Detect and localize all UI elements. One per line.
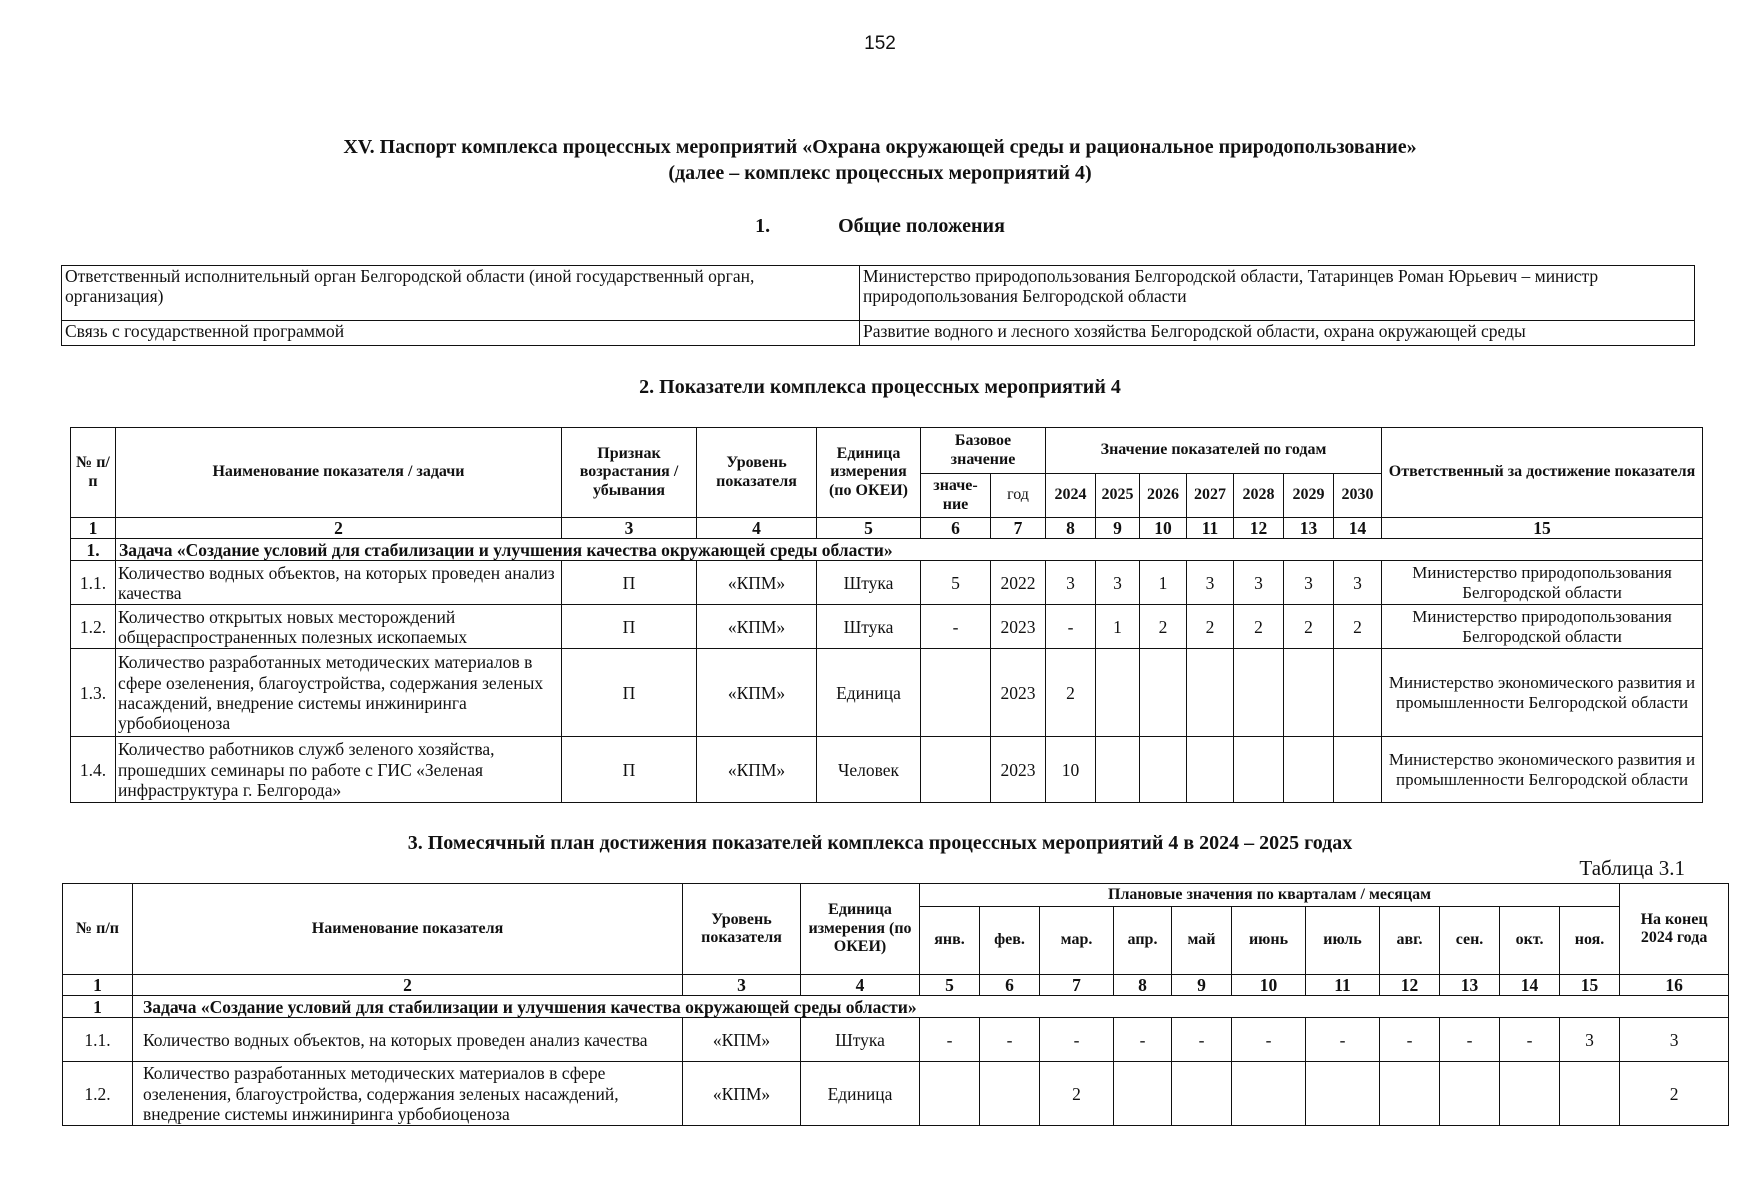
row-value: 2 bbox=[1284, 605, 1334, 649]
row-name: Количество водных объектов, на которых проведен анализ качества bbox=[116, 561, 562, 605]
row-unit: Единица bbox=[817, 649, 921, 737]
document-title: XV. Паспорт комплекса процессных мероприятий «Охрана окружающей среды и рациональное природопользование» bbox=[343, 136, 1417, 158]
col-number: 15 bbox=[1382, 518, 1703, 539]
section1-number: 1. bbox=[755, 215, 771, 237]
row-num: 1.4. bbox=[71, 737, 116, 803]
row-base-year: 2023 bbox=[991, 737, 1046, 803]
section1-heading bbox=[0, 215, 1760, 238]
row-month-value bbox=[1560, 1062, 1620, 1126]
row-name: Количество разработанных методических материалов в сфере озеленения, благоустройства, содержания зеленых насаждений, внедрение системы инжиниринга урбобиоценоза bbox=[133, 1062, 683, 1126]
table-row bbox=[62, 266, 1695, 321]
row-num: 1.1. bbox=[63, 1018, 133, 1062]
col-number: 1 bbox=[71, 518, 116, 539]
general-provisions-table bbox=[61, 265, 1695, 346]
column-number-row bbox=[71, 518, 1703, 539]
col-number: 12 bbox=[1380, 975, 1440, 996]
header-year: 2024 bbox=[1046, 474, 1096, 518]
header-month: сен. bbox=[1440, 907, 1500, 975]
page-number: 152 bbox=[864, 33, 896, 54]
row-month-value: - bbox=[920, 1018, 980, 1062]
col-number: 6 bbox=[921, 518, 991, 539]
row-base-value bbox=[921, 649, 991, 737]
table-row bbox=[62, 321, 1695, 346]
header-level: Уровень показателя bbox=[697, 428, 817, 518]
row-value: - bbox=[1046, 605, 1096, 649]
section2-title: 2. Показатели комплекса процессных мероприятий 4 bbox=[639, 376, 1121, 398]
col-number: 5 bbox=[920, 975, 980, 996]
header-month: окт. bbox=[1500, 907, 1560, 975]
row-month-value bbox=[1172, 1062, 1232, 1126]
task-row bbox=[71, 539, 1703, 561]
row-sign: П bbox=[562, 649, 697, 737]
col-number: 8 bbox=[1046, 518, 1096, 539]
col-number: 3 bbox=[562, 518, 697, 539]
row-value bbox=[1284, 737, 1334, 803]
col-number: 3 bbox=[683, 975, 801, 996]
indicators-table bbox=[70, 427, 1703, 803]
table-row bbox=[71, 737, 1703, 803]
row-value bbox=[1187, 649, 1234, 737]
row-value bbox=[1284, 649, 1334, 737]
row-level: «КПМ» bbox=[683, 1018, 801, 1062]
row-month-value: - bbox=[1306, 1018, 1380, 1062]
col-number: 2 bbox=[116, 518, 562, 539]
col-number: 11 bbox=[1306, 975, 1380, 996]
document-subtitle: (далее – комплекс процессных мероприятий 4) bbox=[668, 162, 1092, 184]
row-month-value bbox=[1232, 1062, 1306, 1126]
col-number: 14 bbox=[1500, 975, 1560, 996]
row-level: «КПМ» bbox=[697, 649, 817, 737]
row-base-value bbox=[921, 737, 991, 803]
row-value bbox=[1187, 737, 1234, 803]
row-sign: П bbox=[562, 561, 697, 605]
task-text: Задача «Создание условий для стабилизации и улучшения качества окружающей среды области» bbox=[133, 996, 1729, 1018]
header-num: № п/п bbox=[63, 884, 133, 975]
col-number: 1 bbox=[63, 975, 133, 996]
row-base-year: 2023 bbox=[991, 649, 1046, 737]
section3-title: 3. Помесячный план достижения показателей комплекса процессных мероприятий 4 в 2024 – 2025 годах bbox=[407, 832, 1353, 854]
table-caption: Таблица 3.1 bbox=[1579, 856, 1685, 880]
table-row bbox=[71, 605, 1703, 649]
row-responsible: Министерство экономического развития и промышленности Белгородской области bbox=[1382, 737, 1703, 803]
col-number: 7 bbox=[991, 518, 1046, 539]
header-month: авг. bbox=[1380, 907, 1440, 975]
col-number: 4 bbox=[801, 975, 920, 996]
row-value bbox=[1334, 737, 1382, 803]
row-label: Связь с государственной программой bbox=[62, 321, 860, 346]
header-plan-group: Плановые значения по кварталам / месяцам bbox=[920, 884, 1620, 907]
header-base-year: год bbox=[991, 474, 1046, 518]
col-number: 2 bbox=[133, 975, 683, 996]
row-end-value: 2 bbox=[1620, 1062, 1729, 1126]
row-value: 2 bbox=[1140, 605, 1187, 649]
table-row bbox=[71, 561, 1703, 605]
col-number: 9 bbox=[1172, 975, 1232, 996]
header-month: фев. bbox=[980, 907, 1040, 975]
row-responsible: Министерство экономического развития и промышленности Белгородской области bbox=[1382, 649, 1703, 737]
row-value bbox=[1096, 737, 1140, 803]
header-name: Наименование показателя bbox=[133, 884, 683, 975]
row-unit: Единица bbox=[801, 1062, 920, 1126]
row-level: «КПМ» bbox=[697, 737, 817, 803]
header-month: май bbox=[1172, 907, 1232, 975]
row-sign: П bbox=[562, 605, 697, 649]
column-number-row bbox=[63, 975, 1729, 996]
header-row bbox=[63, 884, 1729, 907]
row-value: Развитие водного и лесного хозяйства Белгородской области, охрана окружающей среды bbox=[860, 321, 1695, 346]
row-base-year: 2022 bbox=[991, 561, 1046, 605]
task-text: Задача «Создание условий для стабилизации и улучшения качества окружающей среды области» bbox=[116, 539, 1703, 561]
header-year: 2028 bbox=[1234, 474, 1284, 518]
row-unit: Штука bbox=[817, 605, 921, 649]
row-value: 3 bbox=[1284, 561, 1334, 605]
row-month-value bbox=[1114, 1062, 1172, 1126]
row-month-value: - bbox=[1232, 1018, 1306, 1062]
row-month-value bbox=[920, 1062, 980, 1126]
header-years-group: Значение показателей по годам bbox=[1046, 428, 1382, 474]
header-responsible: Ответственный за достижение показателя bbox=[1382, 428, 1703, 518]
table-row bbox=[63, 1062, 1729, 1126]
header-end: На конец 2024 года bbox=[1620, 884, 1729, 975]
row-month-value: - bbox=[1114, 1018, 1172, 1062]
col-number: 10 bbox=[1232, 975, 1306, 996]
row-value: 10 bbox=[1046, 737, 1096, 803]
row-value: 1 bbox=[1096, 605, 1140, 649]
col-number: 6 bbox=[980, 975, 1040, 996]
row-level: «КПМ» bbox=[697, 605, 817, 649]
header-base: Базовое значение bbox=[921, 428, 1046, 474]
row-name: Количество водных объектов, на которых проведен анализ качества bbox=[133, 1018, 683, 1062]
row-responsible: Министерство природопользования Белгородской области bbox=[1382, 561, 1703, 605]
header-year: 2029 bbox=[1284, 474, 1334, 518]
row-month-value bbox=[980, 1062, 1040, 1126]
col-number: 9 bbox=[1096, 518, 1140, 539]
row-month-value: - bbox=[1040, 1018, 1114, 1062]
row-month-value: - bbox=[1440, 1018, 1500, 1062]
row-sign: П bbox=[562, 737, 697, 803]
task-num: 1. bbox=[71, 539, 116, 561]
row-value bbox=[1234, 649, 1284, 737]
row-responsible: Министерство природопользования Белгородской области bbox=[1382, 605, 1703, 649]
row-month-value: 3 bbox=[1560, 1018, 1620, 1062]
row-month-value bbox=[1306, 1062, 1380, 1126]
row-unit: Человек bbox=[817, 737, 921, 803]
header-month: ноя. bbox=[1560, 907, 1620, 975]
col-number: 14 bbox=[1334, 518, 1382, 539]
monthly-plan-table bbox=[62, 883, 1729, 1126]
row-month-value: - bbox=[1172, 1018, 1232, 1062]
row-value bbox=[1140, 649, 1187, 737]
col-number: 8 bbox=[1114, 975, 1172, 996]
row-value: 2 bbox=[1334, 605, 1382, 649]
task-row bbox=[63, 996, 1729, 1018]
row-value: Министерство природопользования Белгородской области, Татаринцев Роман Юрьевич – министр природопользования Белгородской области bbox=[860, 266, 1695, 321]
col-number: 15 bbox=[1560, 975, 1620, 996]
table-row bbox=[63, 1018, 1729, 1062]
row-month-value bbox=[1500, 1062, 1560, 1126]
header-unit: Единица измерения (по ОКЕИ) bbox=[817, 428, 921, 518]
row-unit: Штука bbox=[817, 561, 921, 605]
row-month-value: - bbox=[1380, 1018, 1440, 1062]
header-month: июль bbox=[1306, 907, 1380, 975]
row-value: 3 bbox=[1046, 561, 1096, 605]
row-level: «КПМ» bbox=[683, 1062, 801, 1126]
row-num: 1.2. bbox=[63, 1062, 133, 1126]
row-base-value: - bbox=[921, 605, 991, 649]
row-value: 2 bbox=[1234, 605, 1284, 649]
row-num: 1.2. bbox=[71, 605, 116, 649]
col-number: 12 bbox=[1234, 518, 1284, 539]
header-year: 2027 bbox=[1187, 474, 1234, 518]
header-month: мар. bbox=[1040, 907, 1114, 975]
header-unit: Единица измерения (по ОКЕИ) bbox=[801, 884, 920, 975]
header-month: янв. bbox=[920, 907, 980, 975]
header-row bbox=[71, 428, 1703, 474]
task-num: 1 bbox=[63, 996, 133, 1018]
row-month-value: 2 bbox=[1040, 1062, 1114, 1126]
row-value bbox=[1234, 737, 1284, 803]
row-name: Количество работников служб зеленого хозяйства, прошедших семинары по работе с ГИС «Зеленая инфраструктура г. Белгорода» bbox=[116, 737, 562, 803]
row-name: Количество открытых новых месторождений общераспространенных полезных ископаемых bbox=[116, 605, 562, 649]
row-label: Ответственный исполнительный орган Белгородской области (иной государственный орган, организация) bbox=[62, 266, 860, 321]
row-value: 3 bbox=[1096, 561, 1140, 605]
row-base-value: 5 bbox=[921, 561, 991, 605]
header-month: апр. bbox=[1114, 907, 1172, 975]
row-num: 1.1. bbox=[71, 561, 116, 605]
header-base-value: значе-ние bbox=[921, 474, 991, 518]
header-year: 2026 bbox=[1140, 474, 1187, 518]
row-month-value: - bbox=[980, 1018, 1040, 1062]
row-value bbox=[1096, 649, 1140, 737]
col-number: 7 bbox=[1040, 975, 1114, 996]
header-month: июнь bbox=[1232, 907, 1306, 975]
row-name: Количество разработанных методических материалов в сфере озеленения, благоустройства, содержания зеленых насаждений, внедрение системы инжиниринга урбобиоценоза bbox=[116, 649, 562, 737]
header-num: № п/п bbox=[71, 428, 116, 518]
table-row bbox=[71, 649, 1703, 737]
row-month-value bbox=[1380, 1062, 1440, 1126]
row-value bbox=[1334, 649, 1382, 737]
row-unit: Штука bbox=[801, 1018, 920, 1062]
col-number: 4 bbox=[697, 518, 817, 539]
row-base-year: 2023 bbox=[991, 605, 1046, 649]
header-name: Наименование показателя / задачи bbox=[116, 428, 562, 518]
header-year: 2030 bbox=[1334, 474, 1382, 518]
col-number: 10 bbox=[1140, 518, 1187, 539]
header-level: Уровень показателя bbox=[683, 884, 801, 975]
col-number: 13 bbox=[1284, 518, 1334, 539]
row-month-value bbox=[1440, 1062, 1500, 1126]
row-value: 3 bbox=[1334, 561, 1382, 605]
section1-title: Общие положения bbox=[838, 215, 1005, 237]
row-end-value: 3 bbox=[1620, 1018, 1729, 1062]
col-number: 5 bbox=[817, 518, 921, 539]
row-value: 1 bbox=[1140, 561, 1187, 605]
row-value bbox=[1140, 737, 1187, 803]
row-level: «КПМ» bbox=[697, 561, 817, 605]
col-number: 11 bbox=[1187, 518, 1234, 539]
row-value: 3 bbox=[1187, 561, 1234, 605]
row-month-value: - bbox=[1500, 1018, 1560, 1062]
row-value: 3 bbox=[1234, 561, 1284, 605]
row-value: 2 bbox=[1046, 649, 1096, 737]
header-sign: Признак возрастания / убывания bbox=[562, 428, 697, 518]
header-year: 2025 bbox=[1096, 474, 1140, 518]
row-num: 1.3. bbox=[71, 649, 116, 737]
col-number: 16 bbox=[1620, 975, 1729, 996]
row-value: 2 bbox=[1187, 605, 1234, 649]
col-number: 13 bbox=[1440, 975, 1500, 996]
